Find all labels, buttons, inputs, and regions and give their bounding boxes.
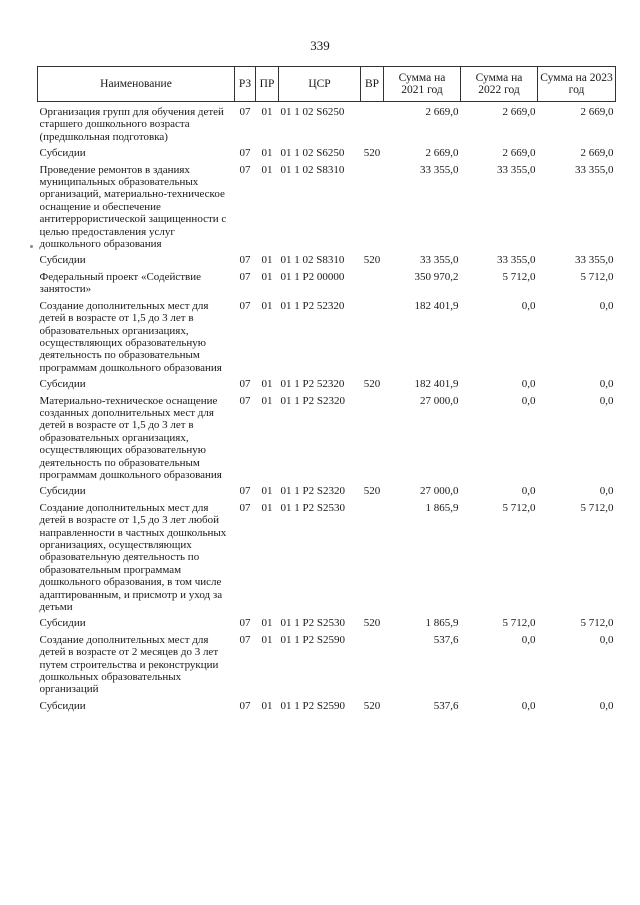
header-sum-2023: Сумма на 2023 год <box>538 67 616 102</box>
table-row <box>38 395 616 486</box>
cell-sum-2022: 5 712,0 <box>502 617 536 630</box>
cell-sum-2023: 0,0 <box>599 699 614 712</box>
budget-table <box>37 66 616 716</box>
cell-sum-2023: 0,0 <box>599 485 614 498</box>
table-row <box>38 617 616 633</box>
cell-pr: 01 <box>261 106 273 118</box>
cell-pr: 01 <box>261 299 273 312</box>
cell-name: Материально-техническое оснащение созданных дополнительных мест для детей в возрасте от 1,5 до 3 лет в образовательных организациях, осуществляющих образовательную деятельность по образовательным программам дошкольного образования <box>39 394 222 481</box>
cell-rz: 07 <box>239 501 251 514</box>
cell-sum-2021: 182 401,9 <box>414 378 459 391</box>
cell-vr: 520 <box>363 147 381 160</box>
cell-name: Создание дополнительных мест для детей в возрасте от 1,5 до 3 лет любой направленности в частных дошкольных организациях, осуществляющих образовательную деятельность по образовательным программам дошкольного образования, в том числе адаптированным, и присмотр и уход за детьми <box>39 501 227 614</box>
cell-sum-2021: 2 669,0 <box>425 106 459 118</box>
cell-csr: 01 1 P2 S2320 <box>280 485 345 498</box>
cell-rz: 07 <box>239 270 251 283</box>
cell-sum-2021: 27 000,0 <box>420 394 459 407</box>
table-row <box>38 378 616 394</box>
cell-rz: 07 <box>239 106 251 118</box>
cell-sum-2021: 1 865,9 <box>425 617 459 630</box>
cell-sum-2023: 5 712,0 <box>580 617 614 630</box>
cell-vr: 520 <box>363 485 381 498</box>
cell-sum-2023: 0,0 <box>599 299 614 312</box>
cell-name: Создание дополнительных мест для детей в возрасте от 1,5 до 3 лет в образовательных организациях, осуществляющих образовательную деятельность по образовательным программам дошкольного образования <box>39 299 222 374</box>
cell-csr: 01 1 02 S6250 <box>280 147 345 160</box>
cell-pr: 01 <box>261 394 273 407</box>
cell-vr: 520 <box>363 378 381 391</box>
cell-sum-2023: 5 712,0 <box>580 270 614 283</box>
table-header <box>38 67 616 102</box>
cell-name: Субсидии <box>39 254 86 267</box>
cell-vr <box>361 634 384 700</box>
cell-rz: 07 <box>239 378 251 391</box>
cell-sum-2021: 1 865,9 <box>425 501 459 514</box>
cell-sum-2022: 0,0 <box>521 378 536 391</box>
cell-vr <box>361 102 384 148</box>
table-row <box>38 634 616 700</box>
cell-vr <box>361 164 384 255</box>
cell-rz: 07 <box>239 254 251 267</box>
cell-sum-2022: 0,0 <box>521 394 536 407</box>
cell-sum-2022: 5 712,0 <box>502 270 536 283</box>
header-sum-2021: Сумма на 2021 год <box>384 67 461 102</box>
table-row <box>38 164 616 255</box>
cell-sum-2023: 33 355,0 <box>575 163 614 176</box>
cell-pr: 01 <box>261 270 273 283</box>
cell-sum-2022: 0,0 <box>521 633 536 646</box>
header-rz: РЗ <box>235 67 256 102</box>
table-body <box>38 102 616 717</box>
cell-pr: 01 <box>261 633 273 646</box>
cell-sum-2022: 0,0 <box>521 485 536 498</box>
cell-rz: 07 <box>239 299 251 312</box>
table-row <box>38 300 616 378</box>
cell-pr: 01 <box>261 254 273 267</box>
cell-vr: 520 <box>363 617 381 630</box>
cell-sum-2022: 33 355,0 <box>497 254 536 267</box>
cell-rz: 07 <box>239 485 251 498</box>
cell-csr: 01 1 02 S6250 <box>280 106 345 118</box>
cell-pr: 01 <box>261 485 273 498</box>
cell-vr <box>361 395 384 486</box>
cell-csr: 01 1 P2 S2590 <box>280 699 345 712</box>
cell-sum-2023: 2 669,0 <box>580 106 614 118</box>
cell-pr: 01 <box>261 699 273 712</box>
cell-csr: 01 1 P2 52320 <box>280 378 345 391</box>
cell-pr: 01 <box>261 617 273 630</box>
cell-name: Создание дополнительных мест для детей в возрасте от 2 месяцев до 3 лет путем строительства и реконструкции дошкольных образовательных организаций <box>39 633 219 696</box>
cell-rz: 07 <box>239 633 251 646</box>
header-csr: ЦСР <box>279 67 361 102</box>
page-number: 339 <box>310 38 330 53</box>
cell-sum-2023: 2 669,0 <box>580 147 614 160</box>
cell-sum-2023: 0,0 <box>599 394 614 407</box>
cell-rz: 07 <box>239 617 251 630</box>
cell-name: Субсидии <box>39 617 86 630</box>
header-sum-2022: Сумма на 2022 год <box>461 67 538 102</box>
cell-sum-2021: 33 355,0 <box>420 163 459 176</box>
cell-sum-2021: 2 669,0 <box>425 147 459 160</box>
cell-name: Проведение ремонтов в зданиях муниципальных образовательных организаций, материально-техническое оснащение и обеспечение антитеррористической защищенности с целью предоставления услуг дошкольного образования <box>39 163 227 251</box>
cell-csr: 01 1 02 S8310 <box>280 163 345 176</box>
table-row <box>38 700 616 716</box>
cell-sum-2022: 2 669,0 <box>502 106 536 118</box>
cell-sum-2022: 5 712,0 <box>502 501 536 514</box>
cell-vr <box>361 271 384 300</box>
header-pr: ПР <box>256 67 279 102</box>
cell-name: Федеральный проект «Содействие занятости» <box>39 270 202 296</box>
cell-vr <box>361 300 384 378</box>
cell-csr: 01 1 P2 52320 <box>280 299 345 312</box>
cell-sum-2021: 33 355,0 <box>420 254 459 267</box>
cell-sum-2021: 350 970,2 <box>414 270 459 283</box>
cell-sum-2022: 0,0 <box>521 299 536 312</box>
cell-vr <box>361 502 384 618</box>
cell-sum-2021: 182 401,9 <box>414 299 459 312</box>
cell-pr: 01 <box>261 378 273 391</box>
cell-name: Субсидии <box>39 378 86 391</box>
cell-sum-2023: 33 355,0 <box>575 254 614 267</box>
cell-csr: 01 1 02 S8310 <box>280 254 345 267</box>
cell-name: Субсидии <box>39 147 86 160</box>
cell-sum-2022: 2 669,0 <box>502 147 536 160</box>
cell-rz: 07 <box>239 147 251 160</box>
cell-vr: 520 <box>363 254 381 267</box>
header-vr: ВР <box>361 67 384 102</box>
cell-sum-2021: 537,6 <box>433 699 459 712</box>
cell-name: Субсидии <box>39 485 86 498</box>
cell-name: Организация групп для обучения детей старшего дошкольного возраста (предшкольная подготовка) <box>39 106 224 143</box>
cell-sum-2022: 0,0 <box>521 699 536 712</box>
cell-csr: 01 1 P2 S2530 <box>280 501 345 514</box>
cell-rz: 07 <box>239 163 251 176</box>
table-row <box>38 102 616 148</box>
cell-sum-2022: 33 355,0 <box>497 163 536 176</box>
cell-sum-2023: 0,0 <box>599 378 614 391</box>
cell-csr: 01 1 P2 00000 <box>280 270 345 283</box>
cell-rz: 07 <box>239 699 251 712</box>
cell-pr: 01 <box>261 147 273 160</box>
cell-pr: 01 <box>261 163 273 176</box>
cell-sum-2023: 5 712,0 <box>580 501 614 514</box>
cell-vr: 520 <box>363 699 381 712</box>
table-row <box>38 147 616 163</box>
cell-sum-2023: 0,0 <box>599 633 614 646</box>
cell-rz: 07 <box>239 394 251 407</box>
header-name: Наименование <box>38 67 235 102</box>
table-row <box>38 271 616 300</box>
cell-sum-2021: 537,6 <box>433 633 459 646</box>
cell-sum-2021: 27 000,0 <box>420 485 459 498</box>
table-row <box>38 254 616 270</box>
cell-pr: 01 <box>261 501 273 514</box>
cell-csr: 01 1 P2 S2530 <box>280 617 345 630</box>
table-row <box>38 502 616 618</box>
cell-name: Субсидии <box>39 699 86 712</box>
scan-speck <box>30 245 33 248</box>
table-row <box>38 485 616 501</box>
cell-csr: 01 1 P2 S2590 <box>280 633 345 646</box>
cell-csr: 01 1 P2 S2320 <box>280 394 345 407</box>
